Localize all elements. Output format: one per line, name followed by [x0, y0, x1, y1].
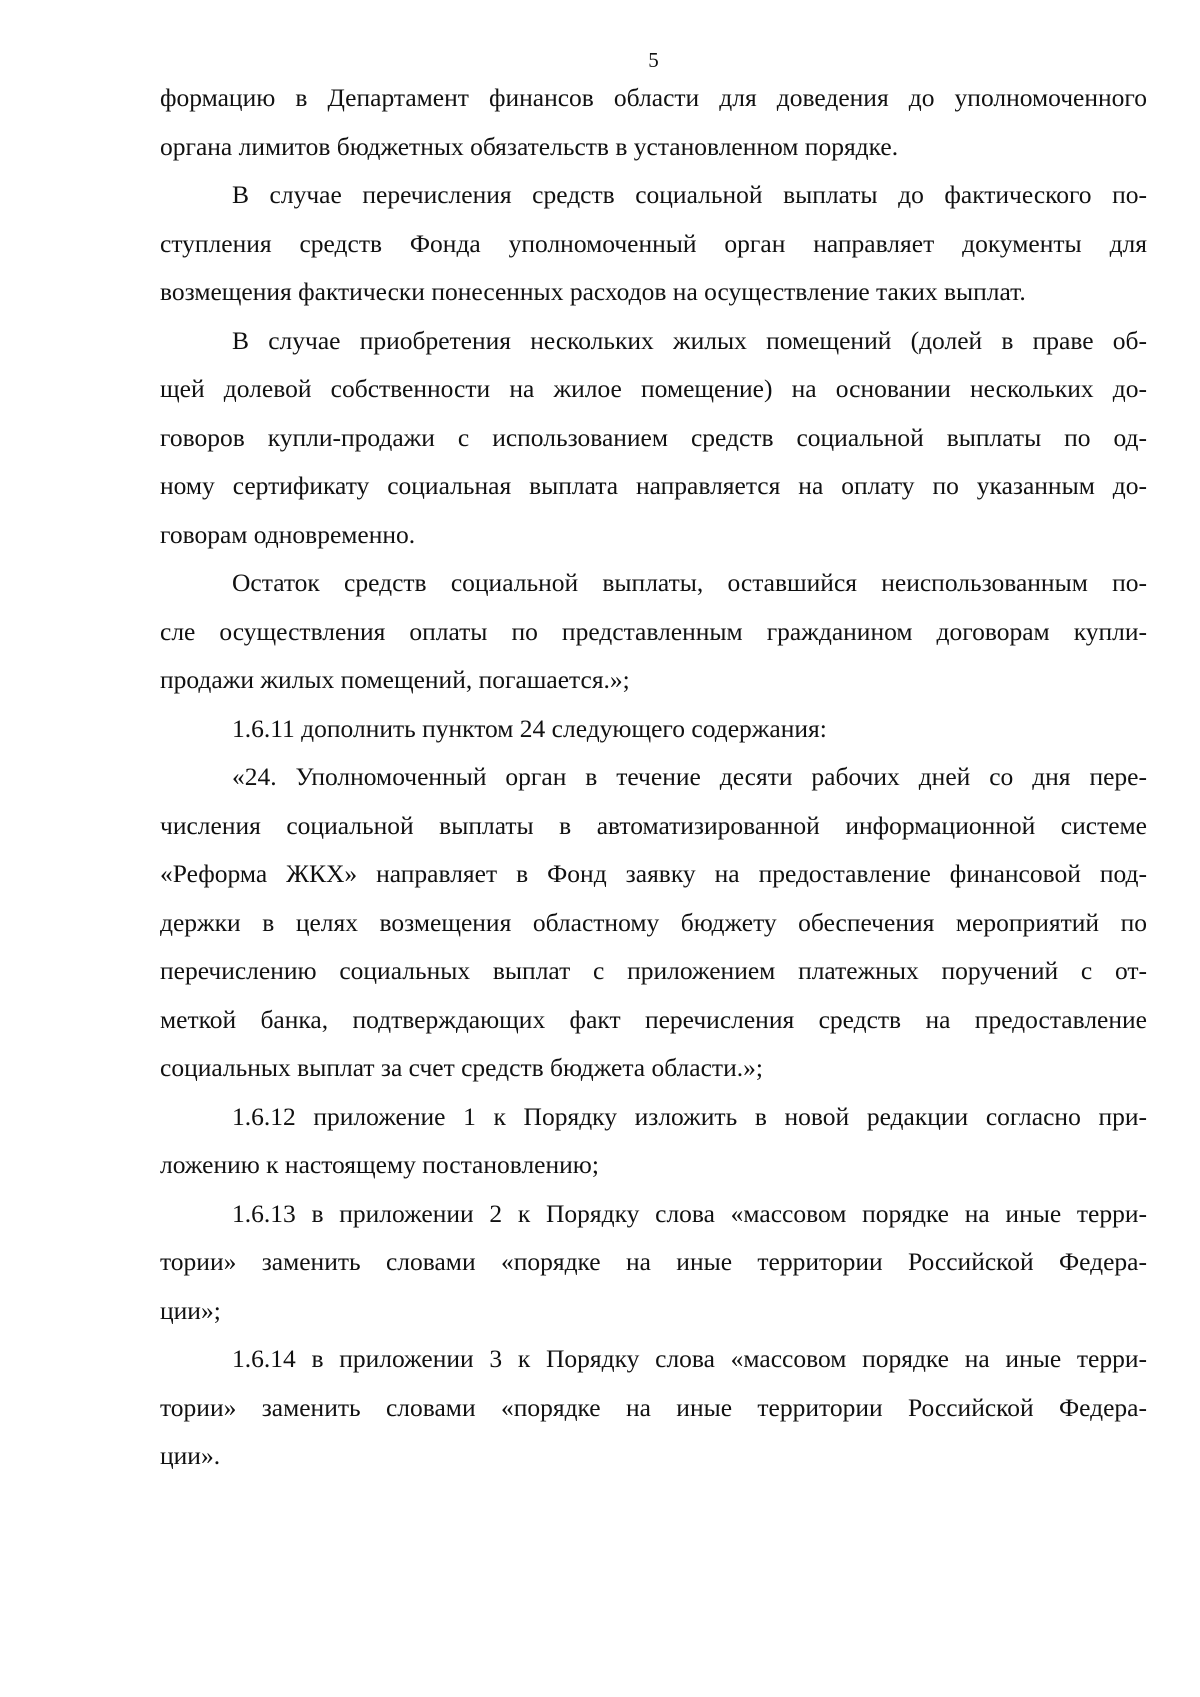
page-number: 5: [648, 48, 659, 72]
paragraph-line: «24. Уполномоченный орган в течение десяти рабочих дней со дня пере-: [232, 762, 1147, 791]
paragraph: [160, 1093, 1147, 1190]
paragraph: [160, 1190, 1147, 1336]
paragraph: [160, 705, 1147, 754]
paragraph-line: числения социальной выплаты в автоматизированной информационной системе: [160, 810, 1147, 840]
paragraph: [160, 559, 1147, 705]
paragraph-line: 1.6.12 приложение 1 к Порядку изложить в новой редакции согласно при-: [232, 1101, 1147, 1131]
paragraph-line: щей долевой собственности на жилое помещение) на основании нескольких до-: [160, 374, 1147, 403]
paragraph-line: сле осуществления оплаты по представленным гражданином договорам купли-: [160, 616, 1147, 646]
paragraph: [160, 74, 1147, 171]
paragraph: [160, 1335, 1147, 1481]
paragraph-line: ному сертификату социальная выплата направляется на оплату по указанным до-: [160, 471, 1147, 500]
paragraph-line: формацию в Департамент финансов области для доведения до уполномоченного: [160, 83, 1147, 112]
paragraph: [160, 753, 1147, 1093]
paragraph-line: держки в целях возмещения областному бюджету обеспечения мероприятий по: [160, 907, 1147, 937]
paragraph-line: ции»;: [160, 1295, 221, 1325]
paragraph-line: Остаток средств социальной выплаты, оставшийся неиспользованным по-: [232, 568, 1147, 597]
paragraph-line: 1.6.14 в приложении 3 к Порядку слова «массовом порядке на иные терри-: [232, 1344, 1147, 1373]
paragraph-line: органа лимитов бюджетных обязательств в установленном порядке.: [160, 131, 899, 161]
paragraph: [160, 317, 1147, 560]
paragraph-line: социальных выплат за счет средств бюджета области.»;: [160, 1053, 763, 1082]
paragraph-line: 1.6.13 в приложении 2 к Порядку слова «массовом порядке на иные терри-: [232, 1198, 1147, 1228]
paragraph-line: 1.6.11 дополнить пунктом 24 следующего содержания:: [232, 713, 827, 743]
paragraph-line: меткой банка, подтверждающих факт перечисления средств на предоставление: [160, 1004, 1147, 1034]
paragraph-line: ложению к настоящему постановлению;: [160, 1150, 599, 1179]
paragraph-line: В случае перечисления средств социальной выплаты до фактического по-: [232, 180, 1147, 209]
paragraph-line: тории» заменить словами «порядке на иные территории Российской Федера-: [160, 1392, 1147, 1422]
paragraph-line: «Реформа ЖКХ» направляет в Фонд заявку на предоставление финансовой под-: [160, 859, 1147, 888]
document-body: [160, 74, 1147, 1481]
paragraph-line: тории» заменить словами «порядке на иные территории Российской Федера-: [160, 1247, 1147, 1276]
paragraph-line: перечислению социальных выплат с приложением платежных поручений с от-: [160, 956, 1147, 985]
paragraph-line: В случае приобретения нескольких жилых помещений (долей в праве об-: [232, 325, 1147, 355]
paragraph-line: говорам одновременно.: [160, 519, 416, 549]
paragraph-line: ступления средств Фонда уполномоченный орган направляет документы для: [160, 228, 1147, 258]
paragraph: [160, 171, 1147, 317]
paragraph-line: продажи жилых помещений, погашается.»;: [160, 665, 630, 694]
paragraph-line: возмещения фактически понесенных расходов на осуществление таких выплат.: [160, 277, 1026, 306]
paragraph-line: ции».: [160, 1441, 221, 1470]
paragraph-line: говоров купли-продажи с использованием средств социальной выплаты по од-: [160, 422, 1147, 452]
